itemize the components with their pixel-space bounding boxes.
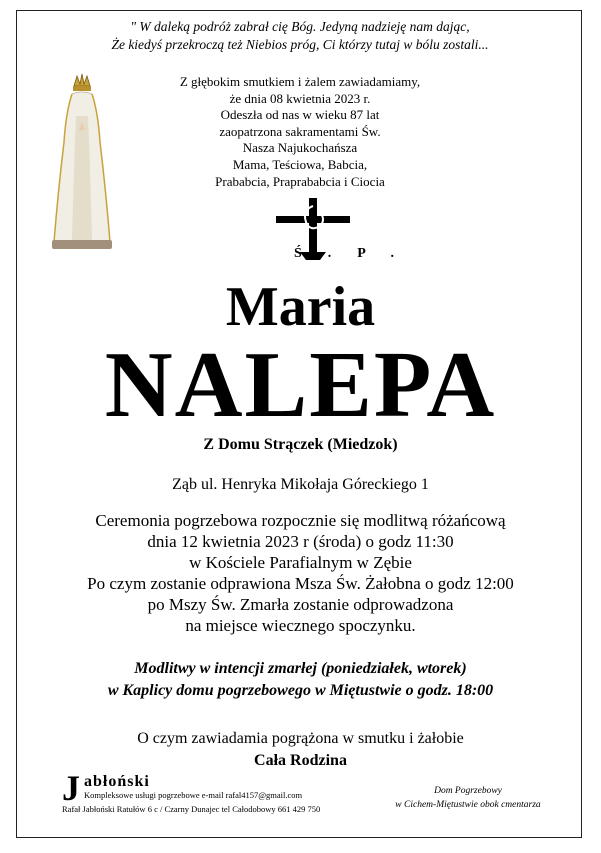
ceremony-line: Ceremonia pogrzebowa rozpocznie się modlitwą różańcową xyxy=(95,511,506,530)
prayer-line: w Kaplicy domu pogrzebowego w Miętustwie o godz. 18:00 xyxy=(107,682,494,699)
house-title: Dom Pogrzebowy xyxy=(434,786,502,796)
residence-address: Ząb ul. Henryka Mikołaja Góreckiego 1 xyxy=(172,476,429,493)
logo-name: abłoński xyxy=(84,773,150,790)
closing-line: O czym zawiadamia pogrążona w smutku i żałobie xyxy=(137,730,464,747)
deceased-portrait-photo xyxy=(444,98,554,270)
announcement-line: zaopatrzona sakramentami Św. xyxy=(219,123,381,139)
prayer-schedule xyxy=(0,658,601,702)
prayer-line: Modlitwy w intencji zmarłej (poniedziałek, wtorek) xyxy=(134,660,467,677)
quote-line: Że kiedyś przekroczą też Niebios próg, Ci którzy tutaj w bólu zostali... xyxy=(111,37,489,52)
closing-notice xyxy=(0,728,601,772)
quote-line: " W daleką podróż zabrał cię Bóg. Jedyną nadzieję nam dając, xyxy=(130,19,470,34)
ceremony-line: w Kościele Parafialnym w Zębie xyxy=(189,553,412,572)
ceremony-line: dnia 12 kwietnia 2023 r (środa) o godz 11:30 xyxy=(147,532,454,551)
funeral-house-info xyxy=(368,784,568,812)
deceased-surname: NALEPA xyxy=(104,333,497,437)
announcement-line: że dnia 08 kwietnia 2023 r. xyxy=(229,90,371,106)
family-signature: Cała Rodzina xyxy=(254,752,347,769)
announcement-text xyxy=(140,74,460,190)
announcement-line: Nasza Najukochańsza xyxy=(242,140,358,156)
announcement-line: Z głębokim smutkiem i żalem zawiadamiamy, xyxy=(179,74,421,89)
ceremony-line: na miejsce wiecznego spoczynku. xyxy=(185,616,416,635)
cross-emblem xyxy=(270,196,421,268)
announcement-line: Mama, Teściowa, Babcia, xyxy=(232,156,368,172)
logo-address: Rafał Jabłoński Ratułów 6 c / Czarny Dunajec tel Całodobowy 661 429 750 xyxy=(62,804,321,814)
deceased-first-name: Maria xyxy=(225,276,376,338)
logo-contact: Kompleksowe usługi pogrzebowe e-mail rafal4157@gmail.com xyxy=(84,790,303,800)
ceremony-details xyxy=(0,510,601,636)
logo-initial: J xyxy=(62,768,80,808)
cross-label: Ś.P. xyxy=(294,246,421,261)
epitaph-quote xyxy=(30,18,570,54)
house-location: w Cichem-Miętustwie obok cmentarza xyxy=(395,800,541,810)
funeral-home-logo xyxy=(62,768,362,822)
madonna-statue-image xyxy=(46,72,118,250)
ceremony-line: po Mszy Św. Zmarła zostanie odprowadzona xyxy=(147,595,454,614)
announcement-line: Prababcia, Praprababcia i Ciocia xyxy=(215,173,385,189)
announcement-line: Odeszła od nas w wieku 87 lat xyxy=(220,107,380,123)
maiden-name: Z Domu Strączek (Miedzok) xyxy=(203,436,398,453)
ceremony-line: Po czym zostanie odprawiona Msza Św. Żałobna o godz 12:00 xyxy=(87,574,514,593)
